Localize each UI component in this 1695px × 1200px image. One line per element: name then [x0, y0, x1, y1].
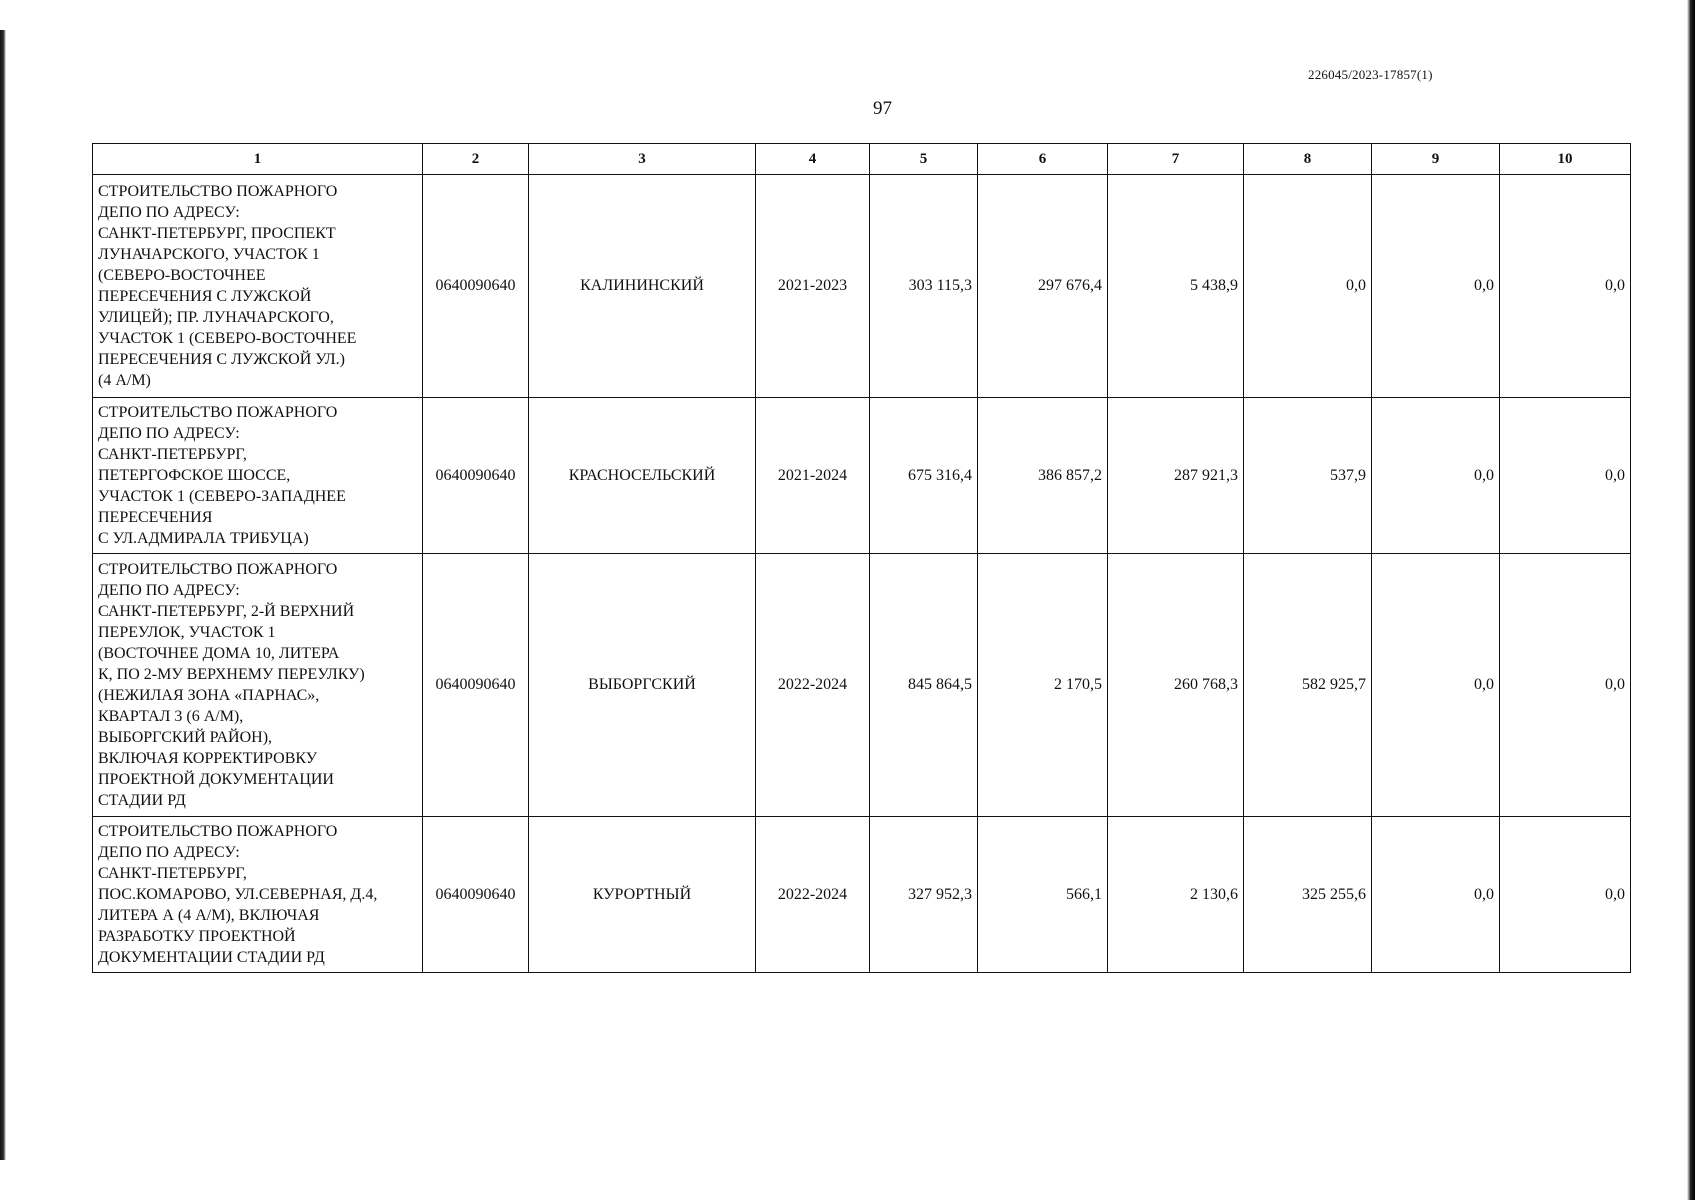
budget-code-cell: 0640090640 — [423, 554, 529, 817]
description-line: ПРОЕКТНОЙ ДОКУМЕНТАЦИИ — [98, 771, 334, 788]
value-cell-8: 537,9 — [1244, 398, 1372, 554]
budget-code-cell: 0640090640 — [423, 175, 529, 398]
description-line: УЧАСТОК 1 (СЕВЕРО-ВОСТОЧНЕЕ — [98, 330, 357, 347]
table-header-row — [93, 144, 1631, 175]
description-line: СТАДИИ РД — [98, 792, 186, 809]
budget-code-cell: 0640090640 — [423, 817, 529, 973]
scan-edge-left — [0, 30, 6, 1160]
column-header: 8 — [1244, 144, 1372, 175]
value-cell-9: 0,0 — [1372, 398, 1500, 554]
description-line: ДЕПО ПО АДРЕСУ: — [98, 204, 240, 221]
value-cell-8: 325 255,6 — [1244, 817, 1372, 973]
table-row — [93, 554, 1631, 817]
table-row — [93, 817, 1631, 973]
description-line: ПОС.КОМАРОВО, УЛ.СЕВЕРНАЯ, Д.4, — [98, 886, 378, 903]
value-cell-5: 303 115,3 — [870, 175, 978, 398]
column-header: 2 — [423, 144, 529, 175]
description-line: К, ПО 2-МУ ВЕРХНЕМУ ПЕРЕУЛКУ) — [98, 666, 365, 683]
budget-code-cell: 0640090640 — [423, 398, 529, 554]
description-line: (СЕВЕРО-ВОСТОЧНЕЕ — [98, 267, 266, 284]
description-line: УЛИЦЕЙ); ПР. ЛУНАЧАРСКОГО, — [98, 309, 334, 326]
value-cell-8: 582 925,7 — [1244, 554, 1372, 817]
description-line: САНКТ-ПЕТЕРБУРГ, 2-Й ВЕРХНИЙ — [98, 603, 355, 620]
value-cell-6: 297 676,4 — [978, 175, 1108, 398]
period-cell: 2022-2024 — [756, 554, 870, 817]
description-line: ДЕПО ПО АДРЕСУ: — [98, 844, 240, 861]
description-line: ВКЛЮЧАЯ КОРРЕКТИРОВКУ — [98, 750, 318, 767]
description-line: УЧАСТОК 1 (СЕВЕРО-ЗАПАДНЕЕ — [98, 488, 346, 505]
value-cell-8: 0,0 — [1244, 175, 1372, 398]
district-cell: ВЫБОРГСКИЙ — [529, 554, 756, 817]
value-cell-5: 675 316,4 — [870, 398, 978, 554]
district-cell: КРАСНОСЕЛЬСКИЙ — [529, 398, 756, 554]
value-cell-7: 5 438,9 — [1108, 175, 1244, 398]
column-header: 3 — [529, 144, 756, 175]
value-cell-9: 0,0 — [1372, 175, 1500, 398]
object-description — [93, 554, 423, 817]
value-cell-10: 0,0 — [1500, 554, 1631, 817]
value-cell-6: 386 857,2 — [978, 398, 1108, 554]
value-cell-6: 566,1 — [978, 817, 1108, 973]
value-cell-5: 327 952,3 — [870, 817, 978, 973]
value-cell-10: 0,0 — [1500, 175, 1631, 398]
column-header: 4 — [756, 144, 870, 175]
value-cell-7: 287 921,3 — [1108, 398, 1244, 554]
column-header: 10 — [1500, 144, 1631, 175]
description-line: (4 А/М) — [98, 372, 151, 389]
value-cell-6: 2 170,5 — [978, 554, 1108, 817]
column-header: 9 — [1372, 144, 1500, 175]
description-line: (ВОСТОЧНЕЕ ДОМА 10, ЛИТЕРА — [98, 645, 340, 662]
description-line: ДЕПО ПО АДРЕСУ: — [98, 582, 240, 599]
document-number: 226045/2023-17857(1) — [1308, 67, 1433, 82]
value-cell-10: 0,0 — [1500, 817, 1631, 973]
description-line: СТРОИТЕЛЬСТВО ПОЖАРНОГО — [98, 404, 338, 421]
object-description — [93, 398, 423, 554]
budget-table — [92, 143, 1631, 973]
description-line: ВЫБОРГСКИЙ РАЙОН), — [98, 729, 273, 746]
description-line: СТРОИТЕЛЬСТВО ПОЖАРНОГО — [98, 183, 338, 200]
scan-edge-right — [1687, 0, 1695, 1200]
value-cell-10: 0,0 — [1500, 398, 1631, 554]
object-description — [93, 175, 423, 398]
table-row — [93, 175, 1631, 398]
value-cell-7: 2 130,6 — [1108, 817, 1244, 973]
table-row — [93, 398, 1631, 554]
description-line: САНКТ-ПЕТЕРБУРГ, — [98, 446, 247, 463]
description-line: ДОКУМЕНТАЦИИ СТАДИИ РД — [98, 949, 325, 966]
period-cell: 2021-2023 — [756, 175, 870, 398]
description-line: САНКТ-ПЕТЕРБУРГ, ПРОСПЕКТ — [98, 225, 336, 242]
description-line: ПЕРЕСЕЧЕНИЯ С ЛУЖСКОЙ УЛ.) — [98, 351, 345, 368]
description-line: СТРОИТЕЛЬСТВО ПОЖАРНОГО — [98, 823, 338, 840]
value-cell-7: 260 768,3 — [1108, 554, 1244, 817]
value-cell-9: 0,0 — [1372, 554, 1500, 817]
value-cell-9: 0,0 — [1372, 817, 1500, 973]
description-line: САНКТ-ПЕТЕРБУРГ, — [98, 865, 247, 882]
column-header: 7 — [1108, 144, 1244, 175]
description-line: ПЕРЕСЕЧЕНИЯ С ЛУЖСКОЙ — [98, 288, 312, 305]
column-header: 6 — [978, 144, 1108, 175]
description-line: ПЕРЕУЛОК, УЧАСТОК 1 — [98, 624, 276, 641]
column-header: 1 — [93, 144, 423, 175]
period-cell: 2021-2024 — [756, 398, 870, 554]
description-line: (НЕЖИЛАЯ ЗОНА «ПАРНАС», — [98, 687, 320, 704]
description-line: КВАРТАЛ 3 (6 А/М), — [98, 708, 244, 725]
description-line: РАЗРАБОТКУ ПРОЕКТНОЙ — [98, 928, 296, 945]
period-cell: 2022-2024 — [756, 817, 870, 973]
value-cell-5: 845 864,5 — [870, 554, 978, 817]
description-line: ПЕРЕСЕЧЕНИЯ — [98, 509, 213, 526]
description-line: ПЕТЕРГОФСКОЕ ШОССЕ, — [98, 467, 291, 484]
district-cell: КАЛИНИНСКИЙ — [529, 175, 756, 398]
description-line: С УЛ.АДМИРАЛА ТРИБУЦА) — [98, 530, 309, 547]
column-header: 5 — [870, 144, 978, 175]
description-line: СТРОИТЕЛЬСТВО ПОЖАРНОГО — [98, 561, 338, 578]
object-description — [93, 817, 423, 973]
description-line: ЛУНАЧАРСКОГО, УЧАСТОК 1 — [98, 246, 320, 263]
description-line: ДЕПО ПО АДРЕСУ: — [98, 425, 240, 442]
page-number: 97 — [873, 98, 892, 119]
description-line: ЛИТЕРА А (4 А/М), ВКЛЮЧАЯ — [98, 907, 320, 924]
district-cell: КУРОРТНЫЙ — [529, 817, 756, 973]
